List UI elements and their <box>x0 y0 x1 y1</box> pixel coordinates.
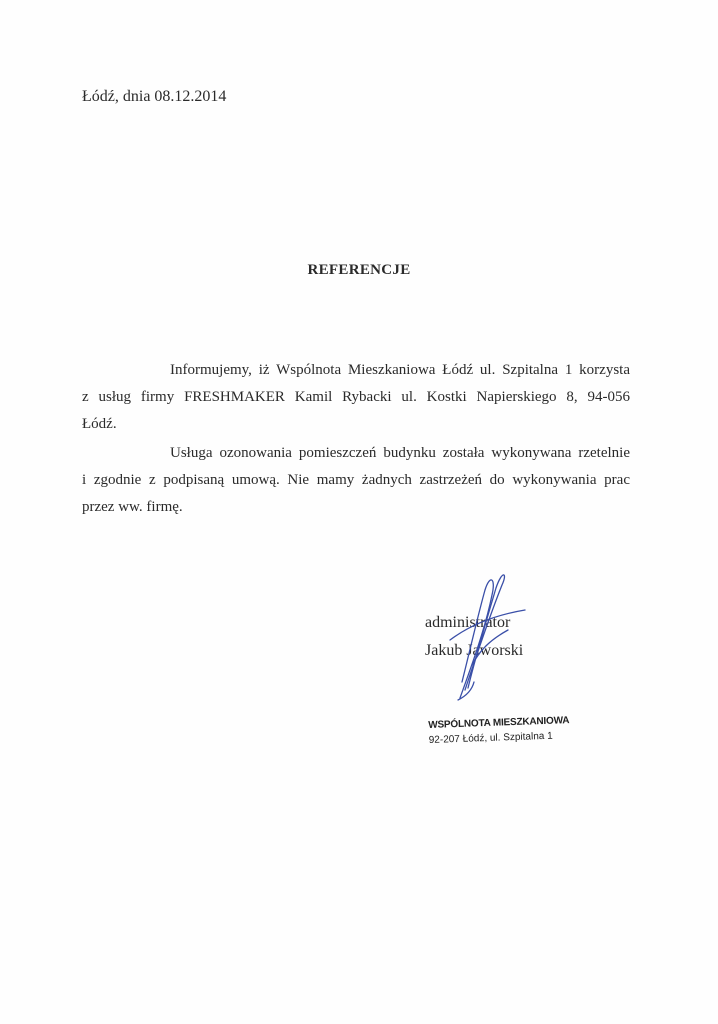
paragraph-line: Informujemy, iż Wspólnota Mieszkaniowa Łódź ul. Szpitalna 1 korzysta <box>170 362 630 378</box>
date-line: Łódź, dnia 08.12.2014 <box>82 88 227 105</box>
stamp-line-1: WSPÓLNOTA MIESZKANIOWA <box>428 715 570 731</box>
document-title: REFERENCJE <box>307 262 411 278</box>
paragraph-line: Łódź. <box>82 416 117 432</box>
paragraph-1 <box>82 357 630 438</box>
paragraph-line: z usług firmy FRESHMAKER Kamil Rybacki ul. Kostki Napierskiego 8, 94-056 <box>82 389 630 405</box>
stamp-line-2: 92-207 Łódź, ul. Szpitalna 1 <box>428 730 553 746</box>
paragraph-line: Usługa ozonowania pomieszczeń budynku została wykonywana rzetelnie <box>170 445 630 461</box>
paragraph-line: przez ww. firmę. <box>82 499 183 515</box>
signatory-role: administrator <box>425 614 511 631</box>
signatory-name: Jakub Jaworski <box>425 642 524 659</box>
organization-stamp <box>428 713 570 748</box>
paragraph-2 <box>82 440 630 521</box>
handwritten-signature-icon <box>430 570 540 710</box>
paragraph-line: i zgodnie z podpisaną umową. Nie mamy żadnych zastrzeżeń do wykonywania prac <box>82 472 630 488</box>
